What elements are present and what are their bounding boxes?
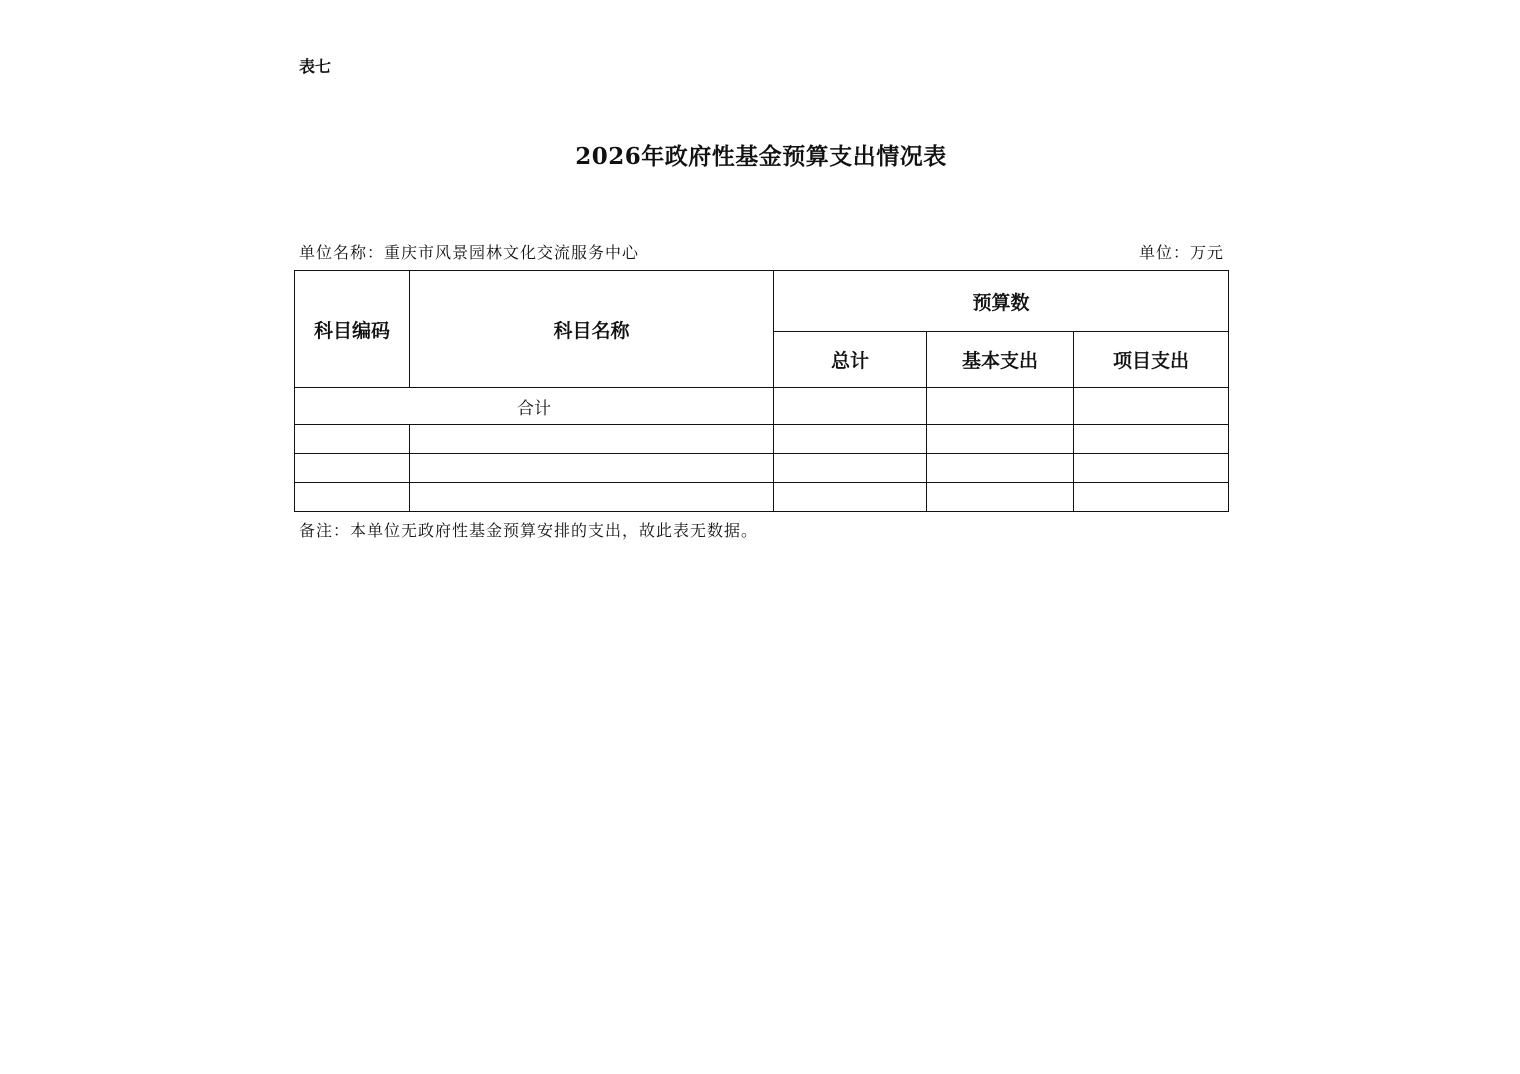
header-basic-expenditure: 基本支出 [927, 332, 1074, 388]
row-project-cell [1074, 483, 1229, 512]
table-header-row [295, 271, 1229, 332]
header-budget-amount: 预算数 [774, 271, 1229, 332]
total-row-label: 合计 [295, 388, 774, 425]
total-row-project [1074, 388, 1229, 425]
row-code-cell [295, 454, 410, 483]
row-name-cell [410, 454, 774, 483]
row-total-cell [774, 425, 927, 454]
header-subject-name: 科目名称 [410, 271, 774, 388]
row-basic-cell [927, 454, 1074, 483]
row-basic-cell [927, 483, 1074, 512]
row-total-cell [774, 483, 927, 512]
total-row-basic [927, 388, 1074, 425]
table-number-label: 表七 [299, 57, 332, 76]
row-name-cell [410, 425, 774, 454]
header-project-expenditure: 项目支出 [1074, 332, 1229, 388]
row-project-cell [1074, 454, 1229, 483]
table-row [295, 483, 1229, 512]
table-row [295, 454, 1229, 483]
table-row [295, 425, 1229, 454]
budget-expenditure-table [294, 270, 1229, 512]
row-code-cell [295, 425, 410, 454]
total-row-total [774, 388, 927, 425]
row-basic-cell [927, 425, 1074, 454]
unit-name-label: 单位名称：重庆市风景园林文化交流服务中心 [299, 243, 640, 262]
row-total-cell [774, 454, 927, 483]
header-total: 总计 [774, 332, 927, 388]
header-subject-code: 科目编码 [295, 271, 410, 388]
row-name-cell [410, 483, 774, 512]
table-total-row [295, 388, 1229, 425]
unit-measure-label: 单位：万元 [1138, 243, 1224, 262]
row-code-cell [295, 483, 410, 512]
document-title: 2026年政府性基金预算支出情况表 [575, 143, 947, 170]
footnote-remark: 备注：本单位无政府性基金预算安排的支出，故此表无数据。 [299, 521, 759, 540]
row-project-cell [1074, 425, 1229, 454]
